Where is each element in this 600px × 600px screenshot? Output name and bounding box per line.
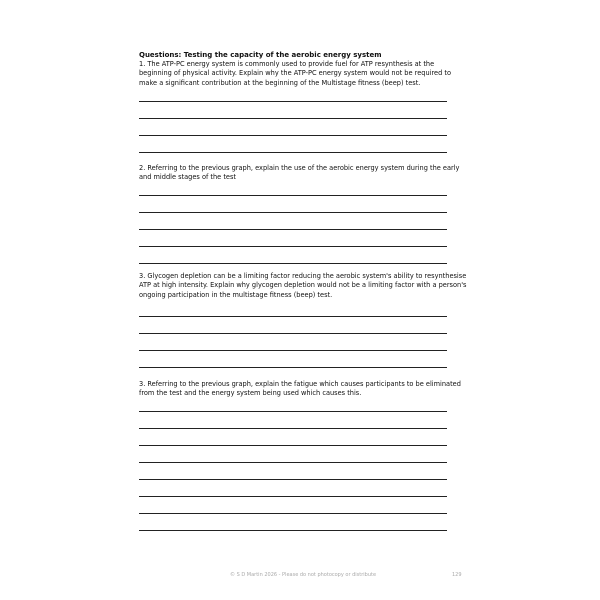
answer-line[interactable] <box>139 101 447 102</box>
answer-line[interactable] <box>139 496 447 497</box>
question-4-text: 3. Referring to the previous graph, explain the fatigue which causes participants to be eliminated from the test and the energy system being used which causes this. <box>139 380 461 398</box>
answer-line[interactable] <box>139 316 447 317</box>
question-2-text: 2. Referring to the previous graph, explain the use of the aerobic energy system during the early and middle stages of the test <box>139 164 460 182</box>
answer-line[interactable] <box>139 411 447 412</box>
answer-line[interactable] <box>139 229 447 230</box>
answer-line[interactable] <box>139 479 447 480</box>
question-3-text: 3. Glycogen depletion can be a limiting factor reducing the aerobic system's ability to resynthesise ATP at high intensity. Explain why glycogen depletion would not be a limiting factor with a person's ongoing participation in the multistage fitness (beep) test. <box>139 272 467 299</box>
answer-line[interactable] <box>139 445 447 446</box>
answer-line[interactable] <box>139 428 447 429</box>
answer-line[interactable] <box>139 333 447 334</box>
answer-line[interactable] <box>139 246 447 247</box>
answer-line[interactable] <box>139 513 447 514</box>
answer-line[interactable] <box>139 462 447 463</box>
answer-line[interactable] <box>139 263 447 264</box>
answer-line[interactable] <box>139 212 447 213</box>
answer-line[interactable] <box>139 152 447 153</box>
footer-copyright: © S D Martin 2026 - Please do not photocopy or distribute <box>230 572 377 578</box>
answer-line[interactable] <box>139 350 447 351</box>
answer-line[interactable] <box>139 530 447 531</box>
answer-line[interactable] <box>139 367 447 368</box>
answer-line[interactable] <box>139 195 447 196</box>
answer-line[interactable] <box>139 135 447 136</box>
section-heading: Questions: Testing the capacity of the aerobic energy system <box>139 51 382 59</box>
page-number: 129 <box>452 572 462 578</box>
question-1-text: 1. The ATP-PC energy system is commonly used to provide fuel for ATP resynthesis at the beginning of physical activity. Explain why the ATP-PC energy system would not be required to make a significant contribution at the beginning of the Multistage fitness (beep) test. <box>139 60 451 87</box>
answer-line[interactable] <box>139 118 447 119</box>
